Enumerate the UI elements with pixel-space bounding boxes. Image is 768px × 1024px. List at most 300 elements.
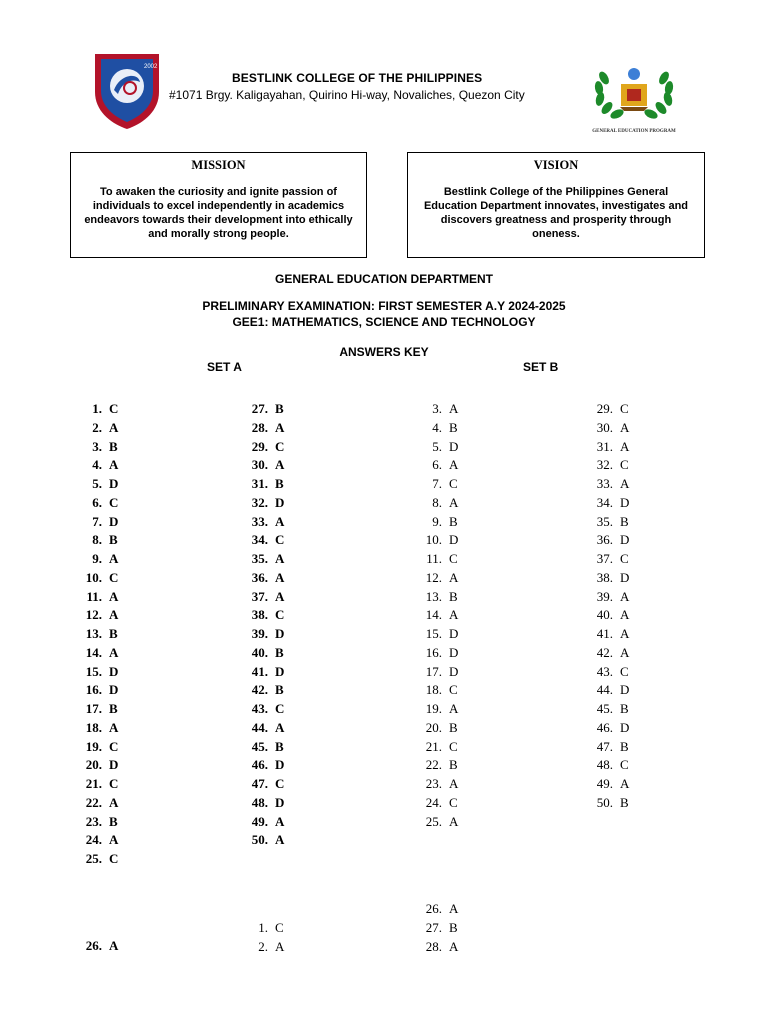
answer-row	[242, 831, 284, 849]
answer-row	[76, 531, 118, 549]
item-number: 36.	[251, 569, 268, 585]
item-answer: D	[109, 663, 119, 679]
item-number: 30.	[596, 419, 613, 435]
item-number: 20.	[85, 757, 102, 773]
answer-row	[587, 550, 629, 568]
item-number: 28.	[425, 938, 442, 954]
answer-row	[242, 494, 284, 512]
item-answer: A	[449, 494, 459, 510]
item-number: 7.	[92, 513, 102, 529]
mission-title: MISSION	[191, 158, 246, 172]
item-number: 33.	[596, 476, 613, 491]
answer-row	[242, 919, 284, 937]
item-answer: C	[109, 401, 119, 416]
item-number: 6.	[92, 494, 102, 510]
item-answer: C	[275, 701, 285, 716]
item-number: 13.	[425, 588, 442, 604]
answer-row	[242, 475, 284, 493]
answer-row	[242, 738, 284, 756]
item-answer: B	[275, 644, 284, 660]
item-answer: A	[109, 832, 119, 848]
answer-row	[76, 644, 118, 662]
item-answer: A	[449, 813, 459, 829]
answer-row	[416, 438, 458, 456]
item-number: 11.	[86, 588, 102, 604]
answer-row	[242, 513, 284, 531]
answer-row	[587, 588, 629, 606]
item-answer: D	[620, 494, 630, 510]
item-answer: A	[275, 832, 285, 848]
item-answer: D	[449, 626, 459, 641]
item-answer: D	[109, 757, 119, 773]
answer-row	[416, 625, 458, 643]
answer-row	[416, 550, 458, 568]
item-answer: A	[109, 644, 119, 660]
answer-row	[416, 919, 458, 937]
item-number: 17.	[425, 663, 442, 679]
item-answer: C	[275, 532, 285, 548]
item-answer: B	[109, 813, 118, 829]
item-number: 29.	[251, 438, 268, 454]
item-number: 34.	[596, 494, 613, 510]
item-answer: A	[620, 476, 630, 491]
item-answer: A	[620, 644, 630, 660]
answer-row	[587, 625, 629, 643]
vision-text: Bestlink College of the Philippines General Education Department innovates, investigates and discovers greatness and prosperity through oneness.	[423, 186, 689, 240]
item-number: 8.	[92, 532, 102, 548]
answer-row	[242, 938, 284, 956]
item-number: 42.	[251, 682, 268, 698]
answer-row	[76, 756, 118, 774]
item-number: 25.	[425, 813, 442, 829]
item-number: 28.	[251, 419, 268, 435]
item-number: 40.	[596, 607, 613, 623]
item-answer: C	[109, 776, 119, 791]
item-answer: A	[449, 457, 459, 473]
answer-row	[242, 663, 284, 681]
answer-row	[416, 588, 458, 606]
item-answer: A	[109, 457, 119, 473]
item-answer: B	[620, 738, 629, 754]
item-number: 49.	[251, 813, 268, 829]
answer-row	[416, 813, 458, 831]
item-answer: B	[449, 513, 458, 529]
answer-row	[587, 719, 629, 737]
item-number: 34.	[251, 532, 268, 548]
answer-row	[242, 456, 284, 474]
department-title: GENERAL EDUCATION DEPARTMENT	[274, 272, 493, 286]
item-number: 48.	[251, 794, 268, 810]
answer-row	[242, 775, 284, 793]
item-answer: C	[109, 494, 119, 510]
answer-row	[76, 475, 118, 493]
item-number: 6.	[432, 457, 442, 473]
answer-row	[416, 400, 458, 418]
item-number: 45.	[251, 738, 268, 754]
item-answer: B	[109, 438, 118, 454]
item-answer: C	[275, 920, 284, 935]
answer-row	[76, 419, 118, 437]
answer-row	[76, 775, 118, 793]
answer-row	[416, 775, 458, 793]
answer-row	[76, 813, 118, 831]
item-number: 36.	[596, 532, 613, 548]
course-title: GEE1: MATHEMATICS, SCIENCE AND TECHNOLOGY	[232, 315, 536, 329]
answer-row	[242, 700, 284, 718]
item-number: 39.	[596, 588, 613, 604]
answer-row	[587, 681, 629, 699]
item-answer: D	[275, 663, 285, 679]
item-number: 2.	[258, 938, 268, 954]
answer-row	[242, 550, 284, 568]
item-number: 19.	[85, 738, 102, 754]
item-number: 39.	[251, 626, 268, 641]
item-answer: A	[275, 551, 285, 566]
item-number: 8.	[432, 494, 442, 510]
item-number: 48.	[596, 757, 613, 773]
item-answer: A	[275, 419, 285, 435]
item-number: 14.	[425, 607, 442, 623]
item-answer: A	[109, 551, 119, 566]
item-answer: C	[275, 776, 285, 791]
answer-row	[587, 644, 629, 662]
item-number: 3.	[92, 438, 102, 454]
answer-row	[242, 756, 284, 774]
answer-row	[76, 494, 118, 512]
answer-row	[242, 644, 284, 662]
item-answer: C	[620, 663, 629, 679]
item-number: 44.	[251, 719, 268, 735]
answer-row	[587, 794, 629, 812]
answer-row	[587, 663, 629, 681]
item-number: 21.	[85, 776, 102, 791]
item-number: 20.	[425, 719, 442, 735]
item-number: 50.	[251, 832, 268, 848]
item-number: 22.	[425, 757, 442, 773]
answer-row	[587, 775, 629, 793]
item-number: 10.	[425, 532, 442, 548]
item-number: 23.	[425, 776, 442, 791]
answer-row	[242, 438, 284, 456]
item-answer: B	[109, 626, 118, 641]
answer-row	[587, 606, 629, 624]
item-number: 32.	[596, 457, 613, 473]
item-answer: A	[449, 401, 459, 416]
item-answer: A	[449, 607, 459, 623]
item-answer: A	[109, 719, 119, 735]
answer-row	[416, 644, 458, 662]
item-number: 46.	[251, 757, 268, 773]
item-number: 9.	[432, 513, 442, 529]
item-number: 42.	[596, 644, 613, 660]
answer-row	[242, 794, 284, 812]
item-number: 40.	[251, 644, 268, 660]
item-answer: C	[449, 794, 458, 810]
answer-row	[587, 513, 629, 531]
answer-row	[76, 719, 118, 737]
item-number: 41.	[251, 663, 268, 679]
answer-row	[416, 513, 458, 531]
answer-row	[76, 700, 118, 718]
item-answer: B	[620, 701, 629, 716]
answer-row	[416, 606, 458, 624]
item-number: 50.	[596, 794, 613, 810]
item-number: 9.	[92, 551, 102, 566]
answer-row	[76, 625, 118, 643]
answer-row	[416, 681, 458, 699]
answer-row	[242, 606, 284, 624]
answer-row	[76, 400, 118, 418]
item-answer: A	[449, 569, 459, 585]
answer-row	[76, 681, 118, 699]
item-number: 23.	[85, 813, 102, 829]
item-number: 24.	[425, 794, 442, 810]
answer-row	[587, 738, 629, 756]
item-answer: C	[620, 401, 629, 416]
answer-row	[416, 900, 458, 918]
answer-row	[76, 850, 118, 868]
answer-row	[587, 531, 629, 549]
answer-row	[242, 419, 284, 437]
answer-row	[242, 588, 284, 606]
item-answer: D	[275, 794, 285, 810]
item-answer: C	[275, 438, 285, 454]
item-number: 47.	[251, 776, 268, 791]
item-number: 49.	[596, 776, 613, 791]
item-answer: A	[275, 569, 285, 585]
answer-row	[416, 794, 458, 812]
answer-row	[76, 513, 118, 531]
item-answer: D	[620, 532, 630, 548]
answer-row	[587, 569, 629, 587]
item-answer: C	[620, 457, 629, 473]
item-answer: A	[275, 813, 285, 829]
item-answer: B	[109, 701, 118, 716]
item-answer: D	[620, 719, 630, 735]
answer-row	[242, 625, 284, 643]
item-number: 21.	[425, 738, 442, 754]
item-number: 4.	[432, 419, 442, 435]
item-answer: D	[449, 663, 459, 679]
item-answer: A	[449, 938, 459, 954]
vision-title: VISION	[533, 158, 579, 172]
item-answer: B	[620, 794, 629, 810]
item-number: 45.	[596, 701, 613, 716]
item-number: 7.	[432, 476, 442, 491]
item-number: 1.	[258, 920, 268, 935]
item-answer: A	[620, 607, 630, 623]
item-answer: D	[449, 438, 459, 454]
item-answer: B	[275, 682, 284, 698]
answer-row	[416, 569, 458, 587]
item-number: 15.	[85, 663, 102, 679]
item-answer: C	[109, 738, 119, 754]
item-number: 5.	[92, 476, 102, 491]
answer-row	[587, 419, 629, 437]
item-answer: A	[109, 794, 119, 810]
answers-key-title: ANSWERS KEY	[339, 345, 429, 359]
item-number: 32.	[251, 494, 268, 510]
college-address: #1071 Brgy. Kaligayahan, Quirino Hi-way, Novaliches, Quezon City	[169, 88, 525, 102]
item-number: 16.	[85, 682, 102, 698]
item-number: 33.	[251, 513, 268, 529]
answer-row	[416, 738, 458, 756]
gen-ed-caption: GENERAL EDUCATION PROGRAM	[592, 129, 676, 134]
item-number: 38.	[251, 607, 268, 623]
item-answer: C	[275, 607, 285, 623]
answer-row	[242, 400, 284, 418]
item-number: 14.	[85, 644, 102, 660]
item-number: 38.	[596, 569, 613, 585]
item-number: 19.	[425, 701, 442, 716]
answer-row	[587, 494, 629, 512]
item-number: 37.	[596, 551, 613, 566]
answer-row	[416, 531, 458, 549]
item-answer: C	[449, 551, 458, 566]
answer-row	[76, 438, 118, 456]
answer-row	[587, 400, 629, 418]
item-answer: D	[275, 626, 285, 641]
item-answer: A	[449, 701, 459, 716]
item-answer: C	[449, 476, 458, 491]
answer-row	[587, 700, 629, 718]
item-number: 16.	[425, 644, 442, 660]
item-answer: B	[449, 419, 458, 435]
item-answer: D	[449, 644, 459, 660]
item-number: 35.	[251, 551, 268, 566]
set-a-label: SET A	[207, 360, 242, 374]
item-answer: B	[449, 719, 458, 735]
item-answer: B	[275, 476, 284, 491]
item-answer: C	[449, 682, 458, 698]
item-answer: D	[449, 532, 459, 548]
item-answer: A	[109, 419, 119, 435]
answer-row	[76, 937, 118, 955]
item-answer: A	[109, 938, 119, 953]
answer-row	[76, 588, 118, 606]
item-answer: B	[275, 738, 284, 754]
item-answer: D	[109, 476, 119, 491]
item-answer: A	[620, 588, 630, 604]
answer-row	[76, 663, 118, 681]
answer-row	[416, 719, 458, 737]
answer-row	[242, 813, 284, 831]
item-answer: C	[109, 569, 119, 585]
item-number: 12.	[85, 607, 102, 623]
answer-row	[416, 938, 458, 956]
item-number: 27.	[425, 919, 442, 935]
answer-row	[416, 663, 458, 681]
answer-row	[76, 569, 118, 587]
item-answer: B	[275, 401, 284, 416]
item-number: 22.	[85, 794, 102, 810]
answer-row	[76, 831, 118, 849]
item-answer: A	[449, 776, 459, 791]
item-number: 25.	[85, 851, 102, 866]
item-answer: B	[449, 588, 458, 604]
answer-row	[587, 475, 629, 493]
answer-row	[416, 475, 458, 493]
answer-row	[416, 700, 458, 718]
item-answer: B	[449, 757, 458, 773]
set-b-label: SET B	[523, 360, 559, 374]
item-answer: A	[275, 588, 285, 604]
item-answer: A	[620, 626, 630, 641]
item-number: 24.	[85, 832, 102, 848]
item-answer: D	[620, 569, 630, 585]
item-number: 37.	[251, 588, 268, 604]
answer-row	[416, 494, 458, 512]
item-number: 4.	[92, 457, 102, 473]
answer-row	[242, 681, 284, 699]
item-number: 27.	[251, 401, 268, 416]
answer-row	[416, 419, 458, 437]
answer-row	[76, 456, 118, 474]
item-answer: D	[275, 757, 285, 773]
item-number: 44.	[596, 682, 613, 698]
item-number: 1.	[92, 401, 102, 416]
item-number: 18.	[425, 682, 442, 698]
item-answer: B	[109, 532, 118, 548]
item-answer: D	[275, 494, 285, 510]
item-answer: A	[620, 776, 630, 791]
answer-row	[242, 531, 284, 549]
item-number: 15.	[425, 626, 442, 641]
item-answer: D	[109, 682, 119, 698]
item-number: 35.	[596, 513, 613, 529]
item-number: 43.	[596, 663, 613, 679]
mission-text: To awaken the curiosity and ignite passion of individuals to excel independently in academics endeavors towards their development into ethically and morally strong people.	[84, 186, 353, 240]
item-number: 29.	[596, 401, 613, 416]
item-number: 5.	[432, 438, 442, 454]
item-answer: A	[275, 719, 285, 735]
exam-title: PRELIMINARY EXAMINATION: FIRST SEMESTER A.Y 2024-2025	[202, 299, 566, 313]
item-number: 2.	[92, 419, 102, 435]
item-answer: C	[109, 851, 119, 866]
answer-row	[587, 756, 629, 774]
item-answer: C	[620, 551, 629, 566]
item-answer: D	[109, 513, 119, 529]
item-number: 43.	[251, 701, 268, 716]
answer-row	[242, 569, 284, 587]
answer-row	[76, 794, 118, 812]
item-number: 46.	[596, 719, 613, 735]
item-number: 3.	[432, 401, 442, 416]
answer-row	[587, 456, 629, 474]
answer-row	[76, 606, 118, 624]
item-answer: A	[620, 419, 630, 435]
item-answer: C	[620, 757, 629, 773]
item-number: 30.	[251, 457, 268, 473]
item-number: 26.	[425, 901, 442, 916]
item-answer: A	[109, 607, 119, 623]
item-answer: A	[620, 438, 630, 454]
item-answer: A	[275, 938, 285, 954]
item-answer: A	[109, 588, 119, 604]
item-answer: A	[449, 901, 459, 916]
item-answer: A	[275, 457, 285, 473]
item-number: 26.	[85, 938, 102, 953]
item-answer: B	[620, 513, 629, 529]
item-number: 12.	[425, 569, 442, 585]
answer-row	[587, 438, 629, 456]
answer-row	[242, 719, 284, 737]
item-number: 18.	[85, 719, 102, 735]
item-number: 41.	[596, 626, 613, 641]
item-number: 13.	[85, 626, 102, 641]
item-answer: C	[449, 738, 458, 754]
answer-row	[416, 456, 458, 474]
